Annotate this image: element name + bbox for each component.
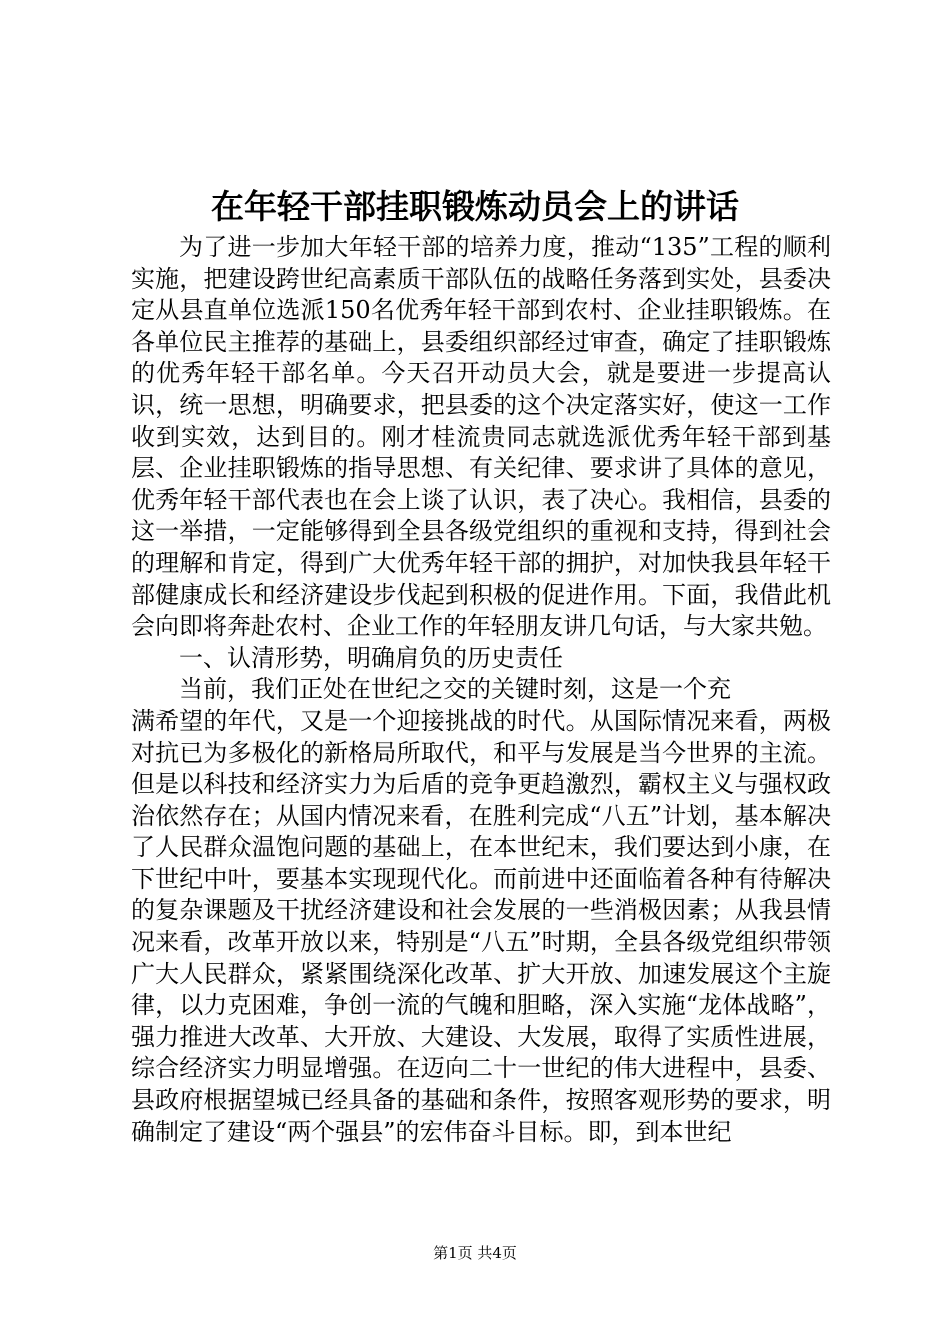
paragraph-situation-continued: 满希望的年代，又是一个迎接挑战的时代。从国际情况来看，两极对抗已为多极化的新格局所取代，和平与发展是当今世界的主流。但是以科技和经济实力为后盾的竞争更趋激烈，霸权主义与强权政治依然存在；从国内情况来看，在胜利完成“八五”计划，基本解决了人民群众温饱问题的基础上，在本世纪末，我们要达到小康，在下世纪中叶，要基本实现现代化。而前进中还面临着各种有待解决的复杂课题及干扰经济建设和社会发展的一些消极因素；从我县情况来看，改革开放以来，特别是“八五”时期，全县各级党组织带领广大人民群众，紧紧围绕深化改革、扩大开放、加速发展这个主旋律，以力克困难，争创一流的气魄和胆略，深入实施“龙体战略”，强力推进大改革、大开放、大建设、大发展，取得了实质性进展，综合经济实力明显增强。在迈向二十一世纪的伟大进程中，县委、县政府根据望城已经具备的基础和条件，按照客观形势的要求，明确制定了建设“两个强县”的宏伟奋斗目标。即，到本世纪 xyxy=(131,706,831,1146)
document-title: 在年轻干部挂职锻炼动员会上的讲话 xyxy=(211,187,739,226)
document-body xyxy=(131,232,831,1148)
paragraph-intro: 为了进一步加大年轻干部的培养力度，推动“135”工程的顺利实施，把建设跨世纪高素质干部队伍的战略任务落到实处，县委决定从县直单位选派150名优秀年轻干部到农村、企业挂职锻炼。在各单位民主推荐的基础上，县委组织部经过审查，确定了挂职锻炼的优秀年轻干部名单。今天召开动员大会，就是要进一步提高认识，统一思想，明确要求，把县委的这个决定落实好，使这一工作收到实效，达到目的。刚才桂流贵同志就选派优秀年轻干部到基层、企业挂职锻炼的指导思想、有关纪律、要求讲了具体的意见，优秀年轻干部代表也在会上谈了认识，表了决心。我相信，县委的这一举措，一定能够得到全县各级党组织的重视和支持，得到社会的理解和肯定，得到广大优秀年轻干部的拥护，对加快我县年轻干部健康成长和经济建设步伐起到积极的促进作用。下面，我借此机会向即将奔赴农村、企业工作的年轻朋友讲几句话，与大家共勉。 xyxy=(131,233,831,641)
section-heading-1: 一、认清形势，明确肩负的历史责任 xyxy=(179,643,563,672)
page-number-footer: 第1页 共4页 xyxy=(433,1244,517,1262)
paragraph-situation-start: 当前，我们正处在世纪之交的关键时刻，这是一个充 xyxy=(179,675,731,704)
